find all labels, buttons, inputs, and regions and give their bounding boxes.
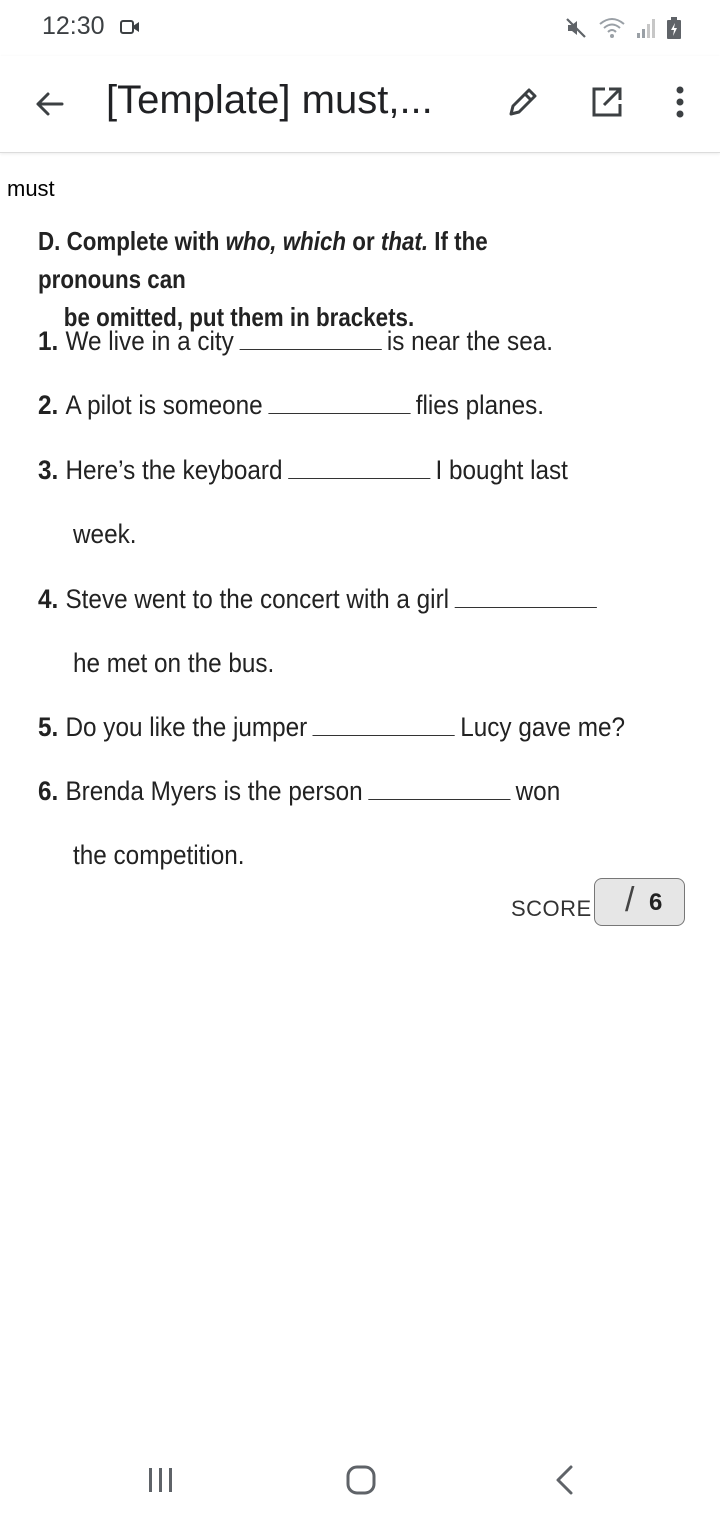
- question-text: Here’s the keyboard: [65, 455, 283, 485]
- back-icon[interactable]: [553, 1464, 575, 1496]
- instruction-line2: be omitted, put them in brackets.: [63, 302, 415, 332]
- video-record-icon: [120, 19, 140, 35]
- instruction-rest: If the pronouns can: [38, 226, 488, 294]
- instruction-that: that.: [380, 226, 429, 256]
- question-2: [38, 390, 544, 421]
- answer-blank: [239, 327, 381, 350]
- question-text-after: flies planes.: [415, 390, 545, 420]
- status-time: 12:30: [42, 12, 105, 40]
- instruction-or: or: [346, 226, 381, 256]
- question-text-after: is near the sea.: [386, 326, 553, 356]
- recents-icon[interactable]: [146, 1466, 176, 1494]
- question-text: Do you like the jumper: [65, 712, 308, 742]
- question-5: [38, 712, 625, 743]
- question-6: [38, 776, 560, 807]
- status-bar: [0, 0, 720, 56]
- question-1: [38, 326, 553, 357]
- question-number: 2.: [38, 390, 59, 420]
- question-6-continuation: the competition.: [73, 840, 245, 870]
- question-text-after: Lucy gave me?: [460, 712, 626, 742]
- wifi-icon: [598, 16, 626, 40]
- answer-blank: [288, 456, 430, 479]
- open-external-icon[interactable]: [587, 82, 627, 122]
- content-caption: must: [7, 176, 55, 201]
- more-vert-icon[interactable]: [664, 82, 696, 122]
- question-3-continuation: week.: [73, 519, 137, 549]
- score-label: SCORE: [511, 896, 592, 921]
- question-number: 6.: [38, 776, 59, 806]
- mute-icon: [564, 16, 588, 40]
- question-text-after: won: [515, 776, 561, 806]
- question-number: 1.: [38, 326, 59, 356]
- question-text: Brenda Myers is the person: [65, 776, 363, 806]
- question-number: 3.: [38, 455, 59, 485]
- question-3: [38, 455, 568, 486]
- battery-icon: [666, 16, 682, 40]
- answer-blank: [368, 777, 510, 800]
- home-icon[interactable]: [345, 1464, 377, 1496]
- answer-blank: [454, 585, 596, 608]
- pencil-icon[interactable]: [503, 82, 543, 122]
- answer-blank: [268, 391, 410, 414]
- question-number: 4.: [38, 584, 59, 614]
- question-text-after: I bought last: [435, 455, 568, 485]
- app-bar: [0, 56, 720, 153]
- document-title: [Template] must,...: [106, 78, 433, 122]
- question-4: [38, 584, 602, 615]
- back-arrow-icon[interactable]: [30, 84, 70, 124]
- exercise-instruction: [38, 222, 571, 336]
- answer-blank: [313, 713, 455, 736]
- question-4-continuation: he met on the bus.: [73, 648, 275, 678]
- instruction-which: which: [276, 226, 347, 256]
- instruction-who: who,: [225, 226, 277, 256]
- score-box: [594, 878, 685, 926]
- instruction-text: D. Complete with: [38, 226, 226, 256]
- navigation-bar: [0, 1440, 720, 1520]
- score-max: 6: [649, 889, 663, 916]
- status-icons: [564, 14, 682, 42]
- question-text: We live in a city: [65, 326, 234, 356]
- score-slash: /: [625, 881, 635, 919]
- question-text: A pilot is someone: [65, 390, 263, 420]
- question-text: Steve went to the concert with a girl: [65, 584, 450, 614]
- signal-icon: [636, 17, 656, 39]
- question-number: 5.: [38, 712, 59, 742]
